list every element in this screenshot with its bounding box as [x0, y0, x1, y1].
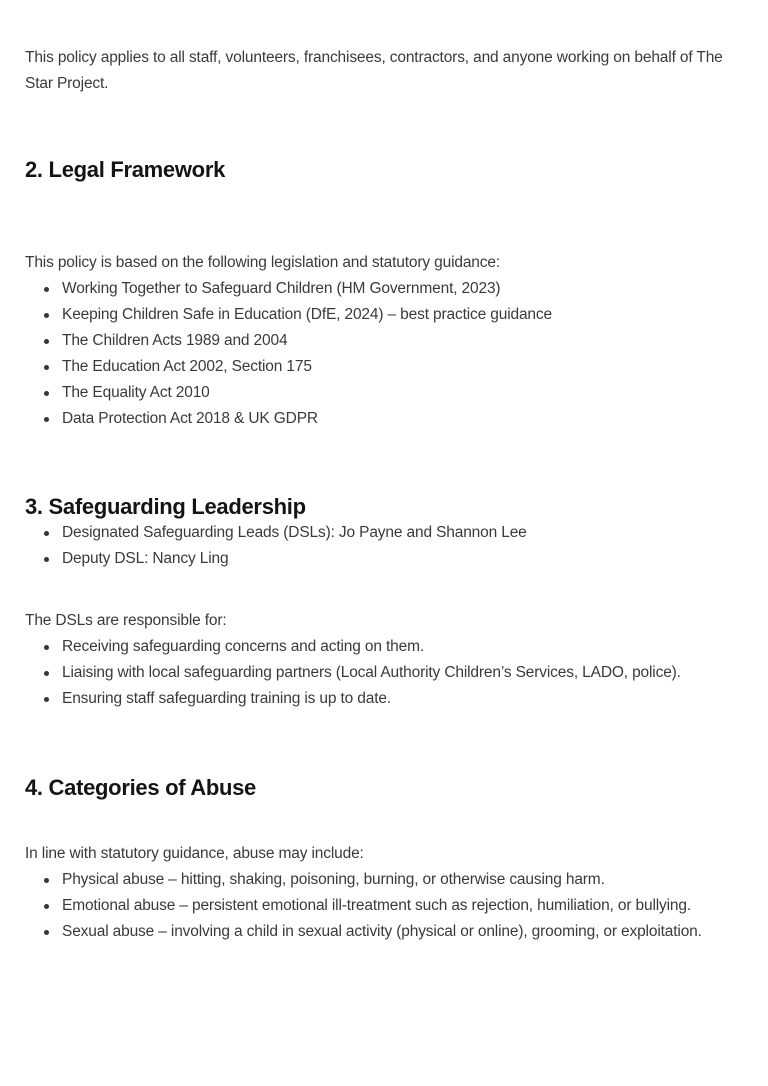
list-item: The Equality Act 2010 — [25, 380, 740, 406]
list-item: Designated Safeguarding Leads (DSLs): Jo Payne and Shannon Lee — [25, 520, 740, 546]
leadership-list — [25, 520, 740, 572]
abuse-categories-list — [25, 867, 740, 945]
list-item: The Children Acts 1989 and 2004 — [25, 328, 740, 354]
list-item: Emotional abuse – persistent emotional ill-treatment such as rejection, humiliation, or bullying. — [25, 893, 740, 919]
list-item: Sexual abuse – involving a child in sexual activity (physical or online), grooming, or exploitation. — [25, 919, 740, 945]
section-heading-legal-framework: 2. Legal Framework — [25, 157, 226, 182]
dsl-responsibilities-intro-paragraph: The DSLs are responsible for: — [25, 612, 227, 629]
section-heading-safeguarding-leadership: 3. Safeguarding Leadership — [25, 494, 306, 519]
section-heading-categories-of-abuse: 4. Categories of Abuse — [25, 775, 256, 800]
list-item: Deputy DSL: Nancy Ling — [25, 546, 740, 572]
legal-framework-intro-paragraph: This policy is based on the following legislation and statutory guidance: — [25, 254, 501, 271]
scope-paragraph: This policy applies to all staff, volunteers, franchisees, contractors, and anyone working on behalf of The Star Project. — [25, 49, 723, 92]
list-item: Ensuring staff safeguarding training is up to date. — [25, 686, 740, 712]
list-item: Liaising with local safeguarding partners (Local Authority Children’s Services, LADO, police). — [25, 660, 740, 686]
list-item: Data Protection Act 2018 & UK GDPR — [25, 406, 740, 432]
legislation-list — [25, 276, 740, 432]
list-item: Physical abuse – hitting, shaking, poisoning, burning, or otherwise causing harm. — [25, 867, 740, 893]
dsl-responsibilities-list — [25, 634, 740, 712]
list-item: Working Together to Safeguard Children (HM Government, 2023) — [25, 276, 740, 302]
list-item: Receiving safeguarding concerns and acting on them. — [25, 634, 740, 660]
abuse-categories-intro-paragraph: In line with statutory guidance, abuse may include: — [25, 845, 364, 862]
list-item: The Education Act 2002, Section 175 — [25, 354, 740, 380]
list-item: Keeping Children Safe in Education (DfE, 2024) – best practice guidance — [25, 302, 740, 328]
